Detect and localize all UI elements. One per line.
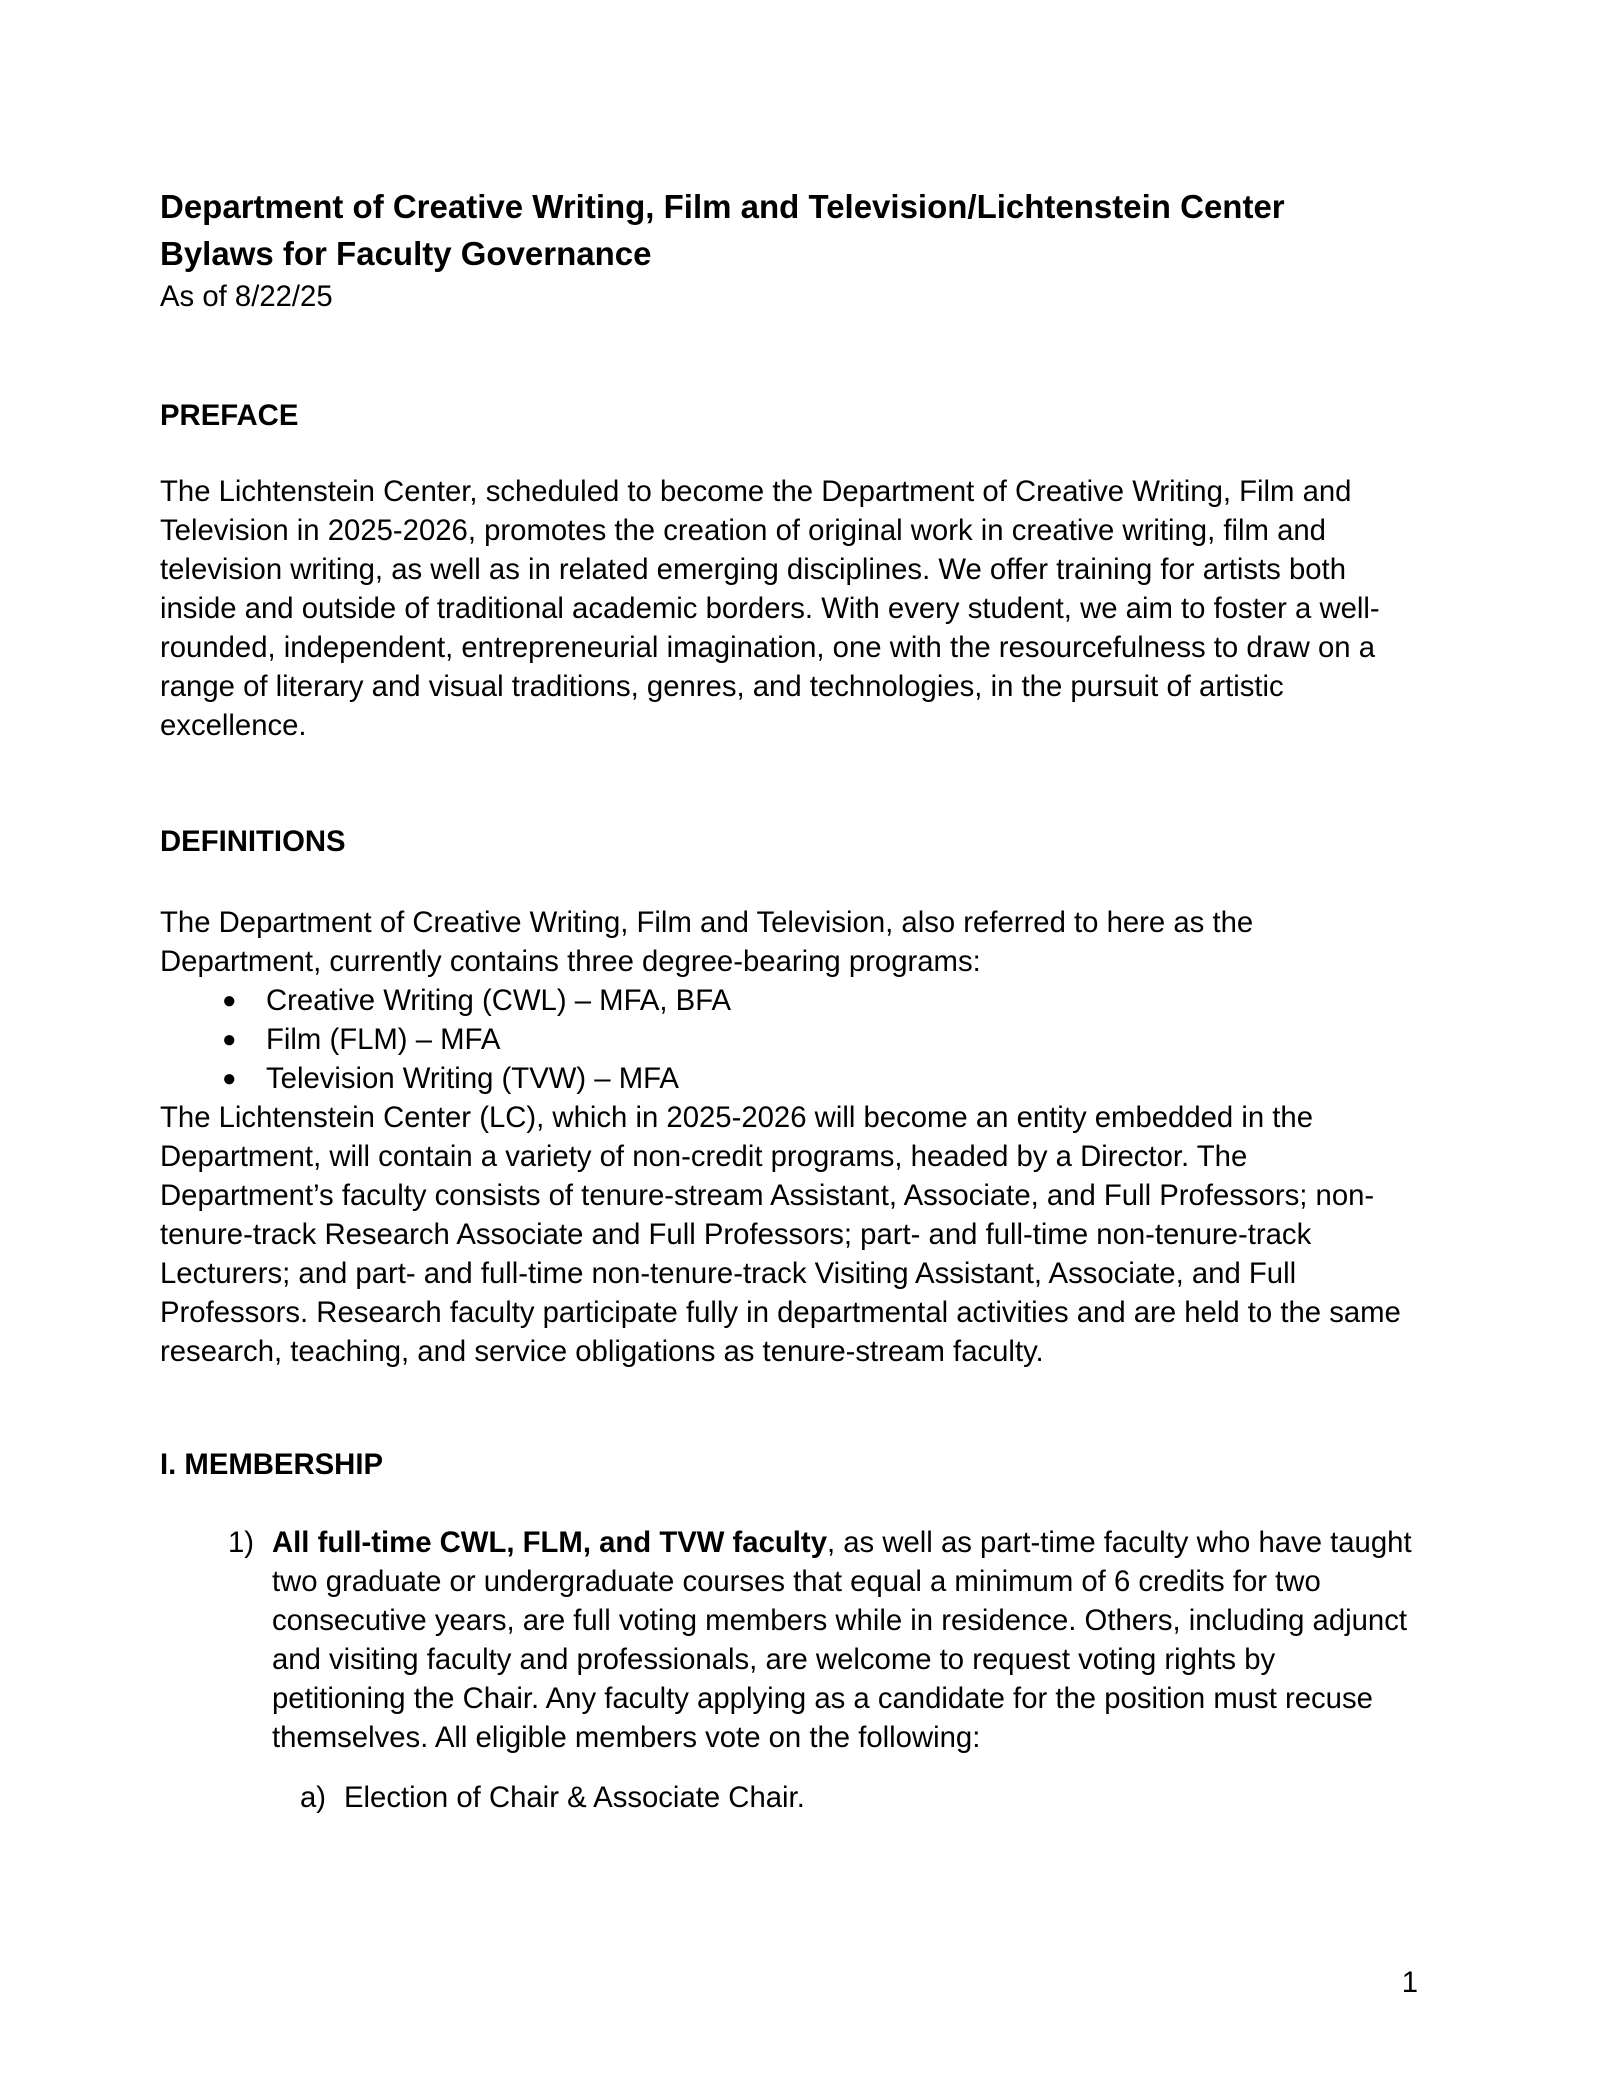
program-label: Creative Writing (CWL) – MFA, BFA [266, 984, 732, 1017]
program-list-item [160, 1059, 1412, 1098]
section-heading-preface: PREFACE [160, 399, 299, 432]
program-label: Television Writing (TVW) – MFA [266, 1062, 679, 1095]
bullet-icon: ● [222, 987, 237, 1014]
program-list-item [160, 1020, 1412, 1059]
page-title [160, 183, 1412, 277]
membership-item-a-text: Election of Chair & Associate Chair. [344, 1781, 805, 1814]
section-heading-membership: I. MEMBERSHIP [160, 1448, 384, 1481]
membership-item-1-rest: , as well as part-time faculty who have taught two graduate or undergraduate courses that equal a minimum of 6 credits for two consecutive years, are full voting members while in residence. Others, including adjunct and visiting faculty and professionals, are welcome to request voting rights by petitioning the Chair. Any faculty applying as a candidate for the position must recuse themselves. All eligible members vote on the following: [272, 1526, 1412, 1754]
membership-item-1-lead: All full-time CWL, FLM, and TVW faculty [272, 1526, 827, 1559]
page-title-line1: Department of Creative Writing, Film and Television/Lichtenstein Center [160, 188, 1285, 225]
program-list [160, 981, 1412, 1098]
page-title-line2: Bylaws for Faculty Governance [160, 235, 652, 272]
definitions-body-paragraph: The Lichtenstein Center (LC), which in 2025-2026 will become an entity embedded in the Department, will contain a variety of non-credit programs, headed by a Director. The Department’s faculty consists of tenure-stream Assistant, Associate, and Full Professors; non-tenure-track Research Associate and Full Professors; part- and full-time non-tenure-track Lecturers; and part- and full-time non-tenure-track Visiting Assistant, Associate, and Full Professors. Research faculty participate fully in departmental activities and are held to the same research, teaching, and service obligations as tenure-stream faculty. [160, 1101, 1401, 1368]
preface-paragraph: The Lichtenstein Center, scheduled to become the Department of Creative Writing, Film and Television in 2025-2026, promotes the creation of original work in creative writing, film and television writing, as well as in related emerging disciplines. We offer training for artists both inside and outside of traditional academic borders. With every student, we aim to foster a well-rounded, independent, entrepreneurial imagination, one with the resourcefulness to draw on a range of literary and visual traditions, genres, and technologies, in the pursuit of artistic excellence. [160, 475, 1380, 742]
definitions-intro-paragraph: The Department of Creative Writing, Film and Television, also referred to here as the Department, currently contains three degree-bearing programs: [160, 906, 1254, 978]
membership-item-a [160, 1778, 1412, 1817]
program-label: Film (FLM) – MFA [266, 1023, 501, 1056]
bullet-icon: ● [222, 1065, 237, 1092]
membership-item-1 [160, 1523, 1412, 1757]
membership-item-1-text [272, 1523, 1412, 1757]
page-number: 1 [1401, 1966, 1418, 1999]
list-marker: 1) [228, 1526, 255, 1559]
bullet-icon: ● [222, 1026, 237, 1053]
program-list-item [160, 981, 1412, 1020]
section-heading-definitions: DEFINITIONS [160, 825, 346, 858]
date-line: As of 8/22/25 [160, 280, 333, 313]
list-marker: a) [300, 1781, 327, 1814]
